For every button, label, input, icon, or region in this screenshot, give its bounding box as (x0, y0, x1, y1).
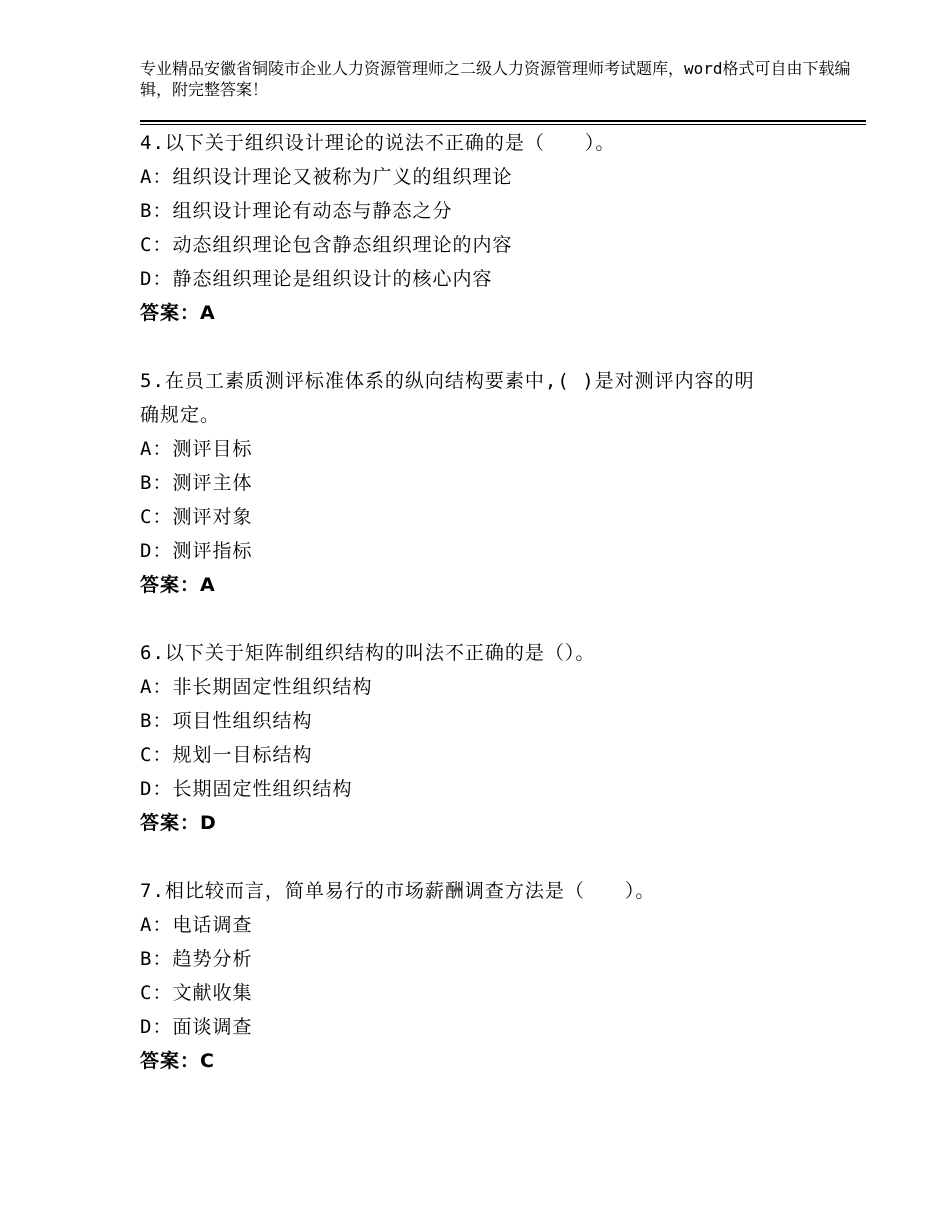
option-b: B：趋势分析 (140, 948, 253, 970)
option-a: A：非长期固定性组织结构 (140, 676, 373, 698)
option-c: C：测评对象 (140, 506, 253, 528)
question-stem-continued: 确规定。 (140, 404, 221, 426)
option-b: B：组织设计理论有动态与静态之分 (140, 200, 453, 222)
option-b: B：项目性组织结构 (140, 710, 313, 732)
option-c: C：动态组织理论包含静态组织理论的内容 (140, 234, 513, 256)
answer: 答案：A (140, 302, 216, 324)
question-stem: 6.以下关于矩阵制组织结构的叫法不正确的是（）。 (140, 642, 596, 664)
option-d: D：静态组织理论是组织设计的核心内容 (140, 268, 493, 290)
document-header: 专业精品安徽省铜陵市企业人力资源管理师之二级人力资源管理师考试题库，word格式可自由下载编辑，附完整答案！ (140, 59, 851, 99)
question-stem: 7.相比较而言，简单易行的市场薪酬调查方法是（ ）。 (140, 880, 656, 902)
answer: 答案：C (140, 1050, 215, 1072)
question-stem: 4.以下关于组织设计理论的说法不正确的是（ ）。 (140, 132, 616, 154)
question-7 (140, 874, 840, 1078)
option-d: D：测评指标 (140, 540, 253, 562)
question-4 (140, 126, 840, 330)
option-c: C：文献收集 (140, 982, 253, 1004)
option-a: A：测评目标 (140, 438, 253, 460)
answer: 答案：A (140, 574, 216, 596)
question-5 (140, 364, 840, 602)
option-d: D：面谈调查 (140, 1016, 253, 1038)
header-rule-thin (140, 124, 866, 125)
option-b: B：测评主体 (140, 472, 253, 494)
question-list (140, 126, 840, 1112)
answer: 答案：D (140, 812, 217, 834)
option-a: A：电话调查 (140, 914, 253, 936)
question-stem: 5.在员工素质测评标准体系的纵向结构要素中,( )是对测评内容的明 (140, 370, 755, 392)
question-6 (140, 636, 840, 840)
option-d: D：长期固定性组织结构 (140, 778, 353, 800)
option-c: C：规划一目标结构 (140, 744, 313, 766)
header-rule-thick (140, 120, 866, 122)
option-a: A：组织设计理论又被称为广义的组织理论 (140, 166, 513, 188)
